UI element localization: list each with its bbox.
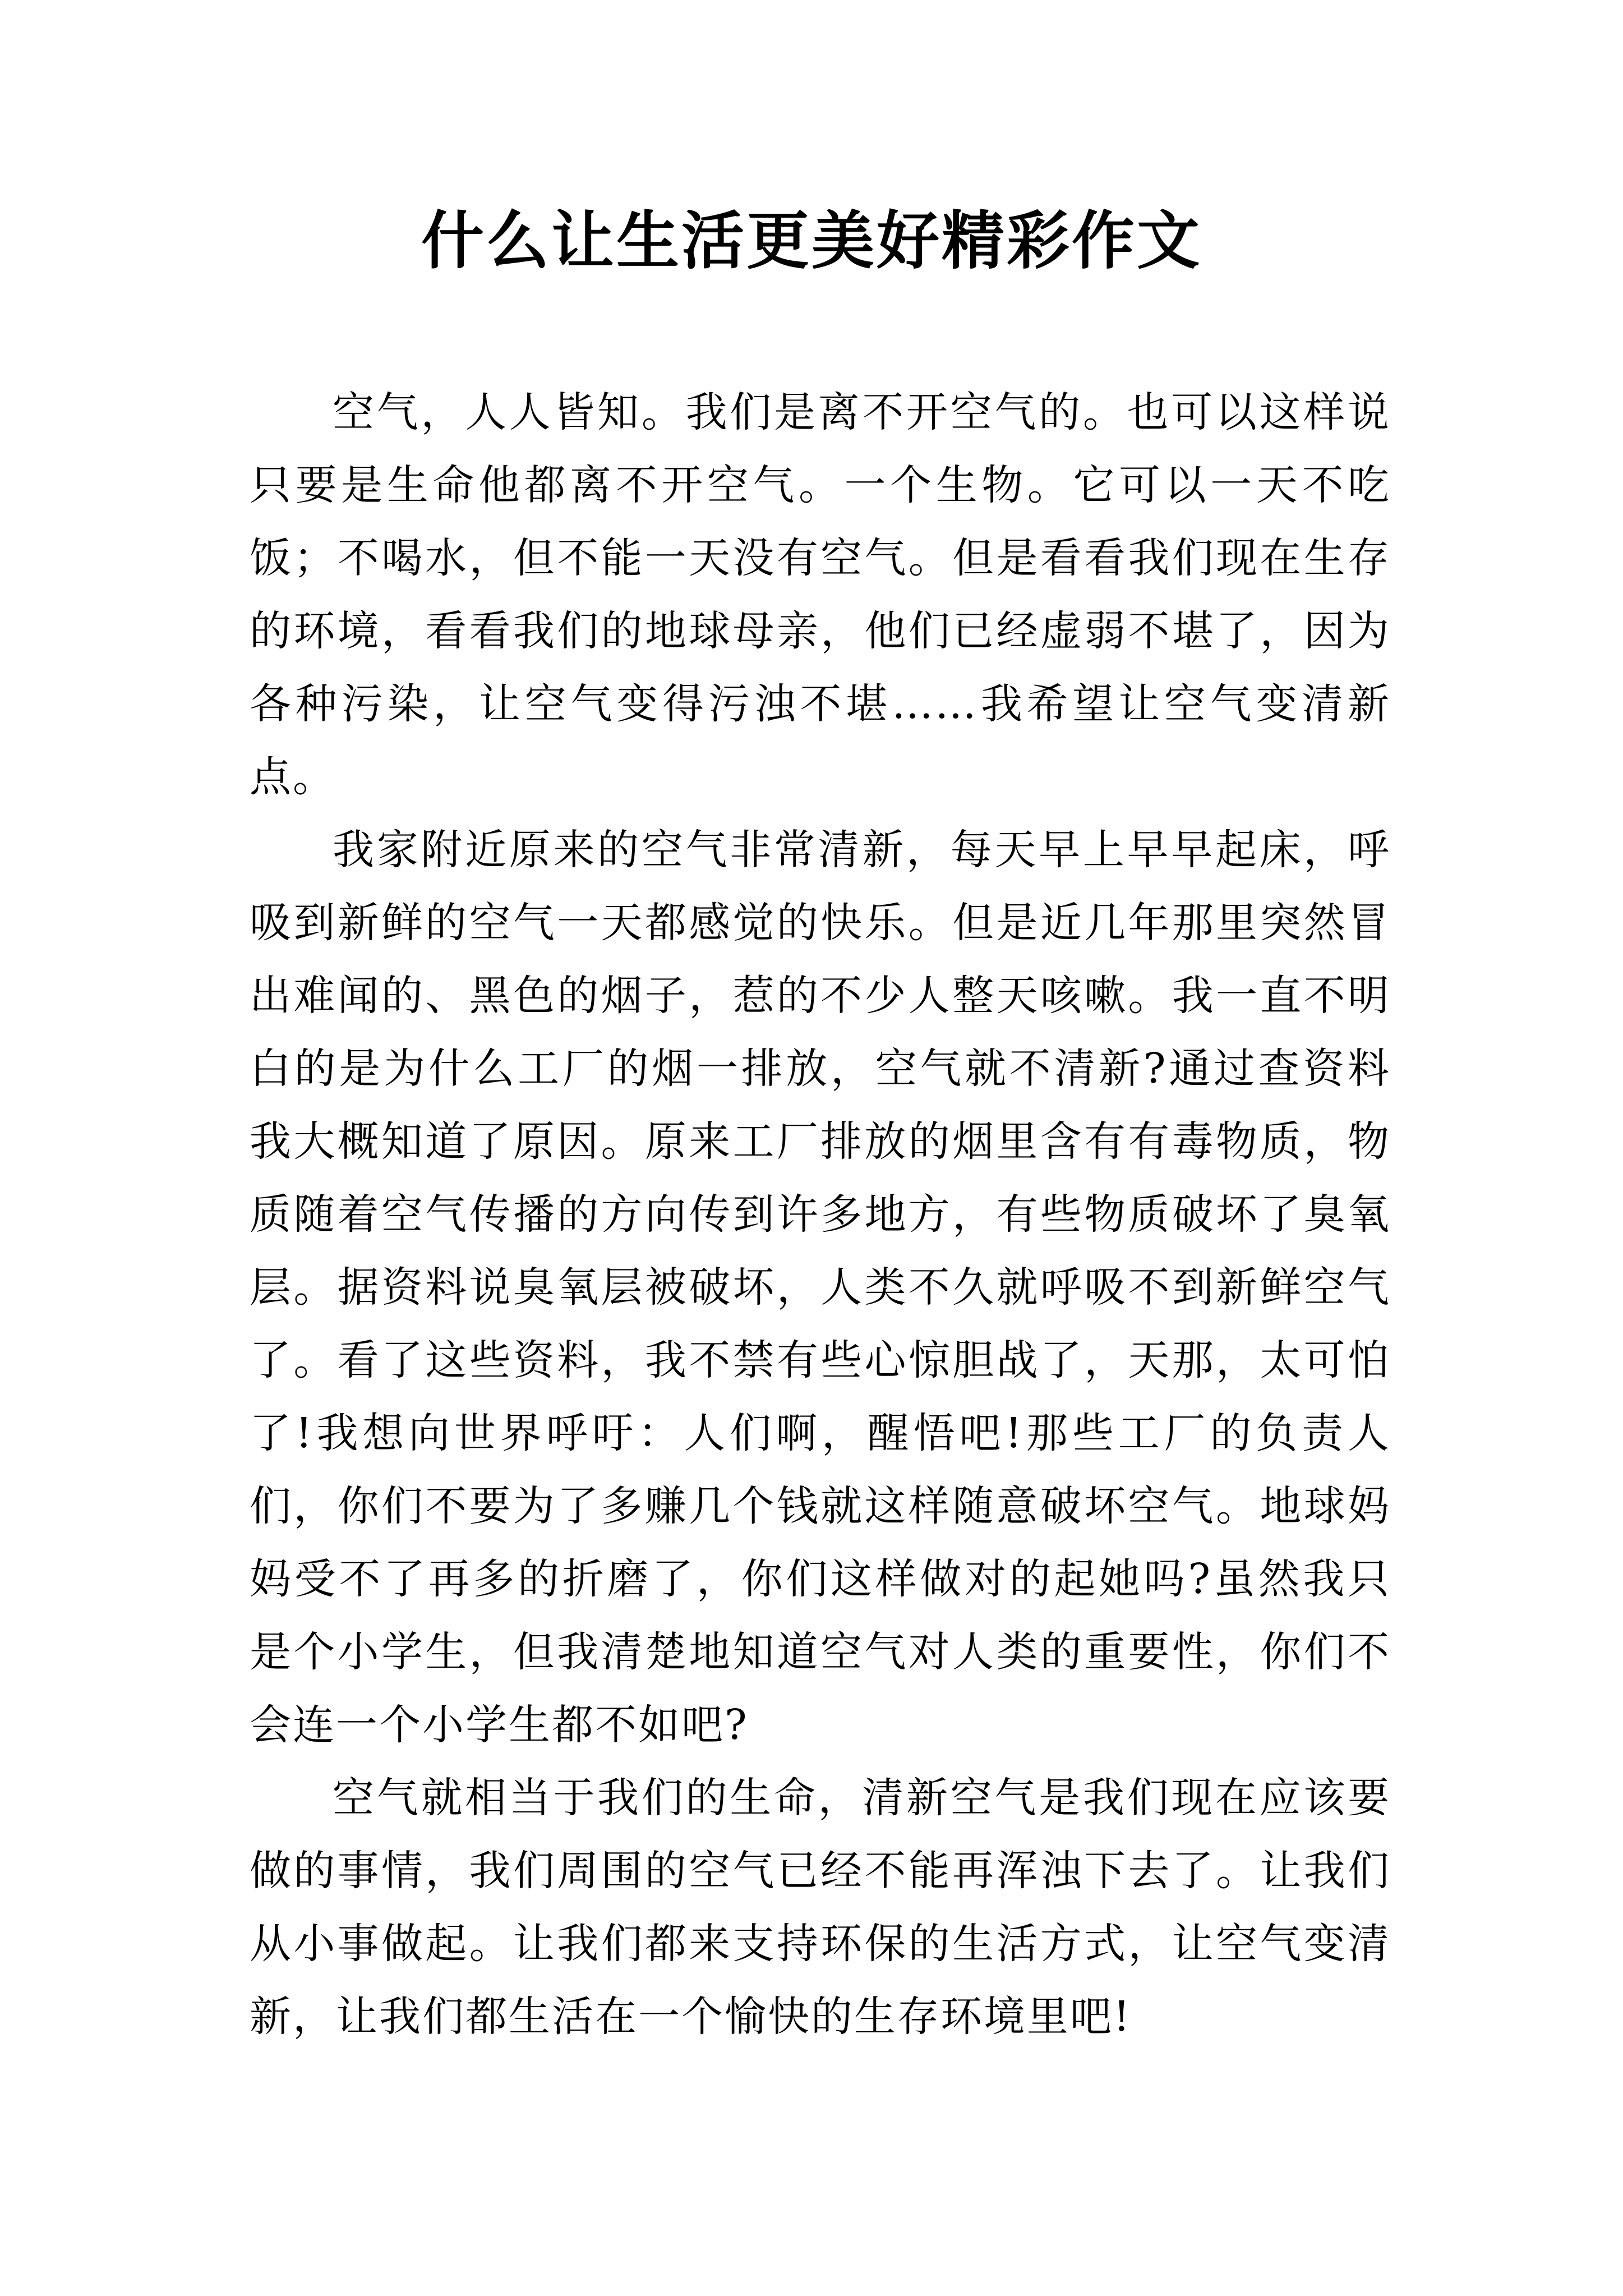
document-title: 什么让生活更美好精彩作文 [421, 204, 1202, 278]
paragraph: 我家附近原来的空气非常清新，每天早上早早起床，呼吸到新鲜的空气一天都感觉的快乐。但是近几年那里突然冒出难闻的、黑色的烟子，惹的不少人整天咳嗽。我一直不明白的是为什么工厂的烟一排放，空气就不清新?通过查资料我大概知道了原因。原来工厂排放的烟里含有有毒物质，物质随着空气传播的方向传到许多地方，有些物质破坏了臭氧层。据资料说臭氧层被破坏，人类不久就呼吸不到新鲜空气了。看了这些资料，我不禁有些心惊胆战了，天那，太可怕了!我想向世界呼吁：人们啊，醒悟吧!那些工厂的负责人们，你们不要为了多赚几个钱就这样随意破坏空气。地球妈妈受不了再多的折磨了，你们这样做对的起她吗?虽然我只是个小学生，但我清楚地知道空气对人类的重要性，你们不会连一个小学生都不如吧? [250, 826, 1391, 1749]
paragraph: 空气就相当于我们的生命，清新空气是我们现在应该要做的事情，我们周围的空气已经不能再浑浊下去了。让我们从小事做起。让我们都来支持环保的生活方式，让空气变清新，让我们都生活在一个愉快的生存环境里吧! [250, 1774, 1391, 2041]
document-body [250, 376, 1391, 2053]
paragraph: 空气，人人皆知。我们是离不开空气的。也可以这样说只要是生命他都离不开空气。一个生物。它可以一天不吃饭；不喝水，但不能一天没有空气。但是看看我们现在生存的环境，看看我们的地球母亲，他们已经虚弱不堪了，因为各种污染，让空气变得污浊不堪……我希望让空气变清新点。 [250, 388, 1391, 801]
